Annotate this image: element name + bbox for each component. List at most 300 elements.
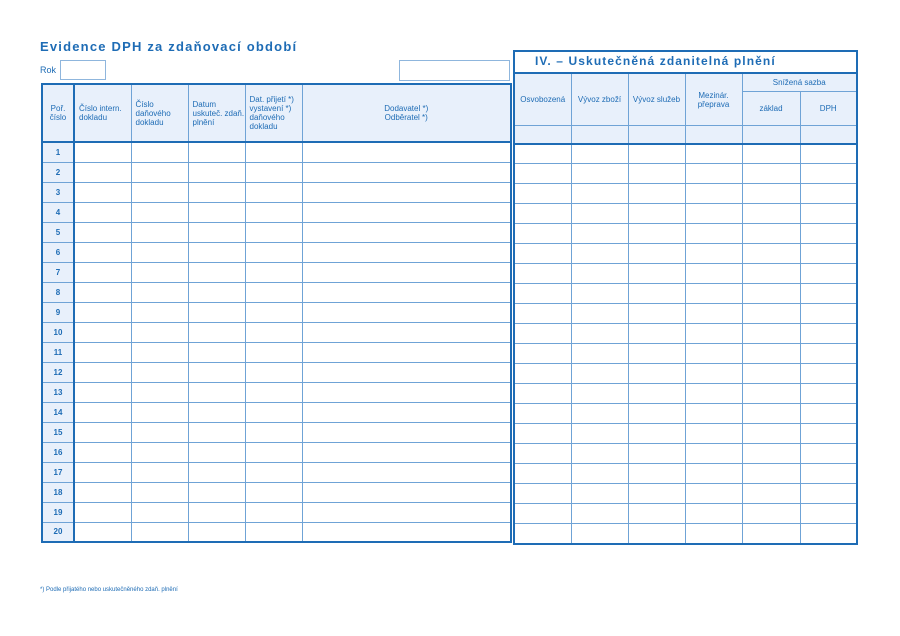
entry-cell[interactable]	[628, 324, 685, 344]
entry-cell[interactable]	[742, 524, 800, 544]
entry-cell[interactable]	[685, 284, 742, 304]
entry-cell[interactable]	[742, 464, 800, 484]
entry-cell[interactable]	[514, 484, 571, 504]
entry-cell[interactable]	[514, 424, 571, 444]
header-snizena-sazba: Snížená sazba	[742, 73, 857, 92]
entry-cell[interactable]	[514, 204, 571, 224]
entry-cell[interactable]	[628, 244, 685, 264]
entry-cell[interactable]	[742, 484, 800, 504]
entry-cell[interactable]	[302, 242, 511, 262]
entry-cell[interactable]	[514, 344, 571, 364]
entry-cell[interactable]	[188, 502, 245, 522]
entry-cell[interactable]	[685, 404, 742, 424]
entry-cell[interactable]	[188, 222, 245, 242]
entry-cell[interactable]	[131, 482, 188, 502]
entry-cell[interactable]	[742, 324, 800, 344]
entry-cell[interactable]	[245, 442, 302, 462]
entry-cell[interactable]	[685, 144, 742, 164]
entry-cell[interactable]	[571, 144, 628, 164]
table-row	[514, 404, 857, 424]
entry-cell[interactable]	[685, 324, 742, 344]
entry-cell[interactable]	[245, 462, 302, 482]
entry-cell[interactable]	[800, 384, 857, 404]
entry-cell[interactable]	[571, 304, 628, 324]
header-cislo-intern: Číslo intern. dokladu	[74, 84, 131, 142]
header-spacer-cell	[571, 126, 628, 144]
table-row	[42, 522, 511, 542]
entry-cell[interactable]	[571, 164, 628, 184]
row-number: 20	[42, 522, 74, 542]
entry-cell[interactable]	[131, 502, 188, 522]
entry-cell[interactable]	[571, 424, 628, 444]
entry-cell[interactable]	[188, 362, 245, 382]
entry-cell[interactable]	[302, 502, 511, 522]
table-row	[514, 364, 857, 384]
entry-cell[interactable]	[245, 162, 302, 182]
entry-cell[interactable]	[131, 322, 188, 342]
table-row	[514, 524, 857, 544]
entry-cell[interactable]	[514, 284, 571, 304]
entry-cell[interactable]	[74, 182, 131, 202]
entry-cell[interactable]	[302, 402, 511, 422]
entry-cell[interactable]	[302, 462, 511, 482]
entry-cell[interactable]	[742, 164, 800, 184]
entry-cell[interactable]	[74, 222, 131, 242]
entry-cell[interactable]	[685, 184, 742, 204]
entry-cell[interactable]	[302, 202, 511, 222]
entry-cell[interactable]	[628, 184, 685, 204]
entry-cell[interactable]	[571, 224, 628, 244]
table-row	[42, 382, 511, 402]
entry-cell[interactable]	[188, 242, 245, 262]
header-mezinar-preprava: Mezinár. přeprava	[685, 73, 742, 126]
table-row	[42, 182, 511, 202]
entry-cell[interactable]	[245, 322, 302, 342]
table-row	[42, 342, 511, 362]
entry-cell[interactable]	[302, 282, 511, 302]
entry-cell[interactable]	[800, 344, 857, 364]
header-zaklad: základ	[742, 92, 800, 126]
row-number: 1	[42, 142, 74, 162]
table-row	[42, 482, 511, 502]
entry-cell[interactable]	[188, 522, 245, 542]
entry-cell[interactable]	[800, 504, 857, 524]
entry-cell[interactable]	[514, 364, 571, 384]
entry-cell[interactable]	[628, 364, 685, 384]
entry-cell[interactable]	[800, 224, 857, 244]
row-number: 18	[42, 482, 74, 502]
entry-cell[interactable]	[571, 344, 628, 364]
entry-cell[interactable]	[571, 324, 628, 344]
entry-cell[interactable]	[742, 264, 800, 284]
entry-cell[interactable]	[245, 342, 302, 362]
row-number: 12	[42, 362, 74, 382]
entry-cell[interactable]	[245, 382, 302, 402]
entry-cell[interactable]	[131, 162, 188, 182]
entry-cell[interactable]	[628, 404, 685, 424]
entry-cell[interactable]	[74, 502, 131, 522]
row-number: 8	[42, 282, 74, 302]
entry-cell[interactable]	[74, 142, 131, 162]
entry-cell[interactable]	[571, 404, 628, 424]
entry-cell[interactable]	[188, 162, 245, 182]
table-row	[514, 504, 857, 524]
entry-cell[interactable]	[742, 304, 800, 324]
entry-cell[interactable]	[131, 422, 188, 442]
entry-cell[interactable]	[685, 424, 742, 444]
entry-cell[interactable]	[74, 382, 131, 402]
entry-cell[interactable]	[302, 422, 511, 442]
entry-cell[interactable]	[742, 244, 800, 264]
entry-cell[interactable]	[245, 522, 302, 542]
table-row	[514, 344, 857, 364]
entry-cell[interactable]	[245, 182, 302, 202]
entry-cell[interactable]	[188, 462, 245, 482]
entry-cell[interactable]	[800, 204, 857, 224]
entry-cell[interactable]	[685, 164, 742, 184]
entry-cell[interactable]	[74, 482, 131, 502]
entry-cell[interactable]	[742, 444, 800, 464]
entry-cell[interactable]	[74, 322, 131, 342]
row-number: 5	[42, 222, 74, 242]
entry-cell[interactable]	[685, 504, 742, 524]
entry-cell[interactable]	[74, 342, 131, 362]
entry-cell[interactable]	[800, 524, 857, 544]
header-dph: DPH	[800, 92, 857, 126]
entry-cell[interactable]	[245, 142, 302, 162]
entry-cell[interactable]	[800, 444, 857, 464]
entry-cell[interactable]	[742, 384, 800, 404]
entry-cell[interactable]	[800, 164, 857, 184]
entry-cell[interactable]	[742, 184, 800, 204]
entry-cell[interactable]	[302, 342, 511, 362]
entry-cell[interactable]	[188, 182, 245, 202]
header-dat-prijeti: Dat. přijetí *) vystavení *) daňového dokladu	[245, 84, 302, 142]
entry-cell[interactable]	[685, 444, 742, 464]
table-row	[514, 444, 857, 464]
entry-cell[interactable]	[800, 424, 857, 444]
entry-cell[interactable]	[800, 184, 857, 204]
entry-cell[interactable]	[742, 284, 800, 304]
entry-cell[interactable]	[245, 282, 302, 302]
entry-cell[interactable]	[571, 484, 628, 504]
table-row	[514, 184, 857, 204]
entry-cell[interactable]	[188, 142, 245, 162]
section-title: IV. – Uskutečněná zdanitelná plnění	[513, 50, 858, 72]
entry-cell[interactable]	[800, 144, 857, 164]
entry-cell[interactable]	[685, 364, 742, 384]
header-odberatel: Odběratel *)	[384, 113, 428, 122]
table-row	[514, 384, 857, 404]
entry-cell[interactable]	[188, 342, 245, 362]
entry-cell[interactable]	[131, 442, 188, 462]
table-row	[42, 322, 511, 342]
table-row	[42, 442, 511, 462]
entry-cell[interactable]	[571, 204, 628, 224]
entry-cell[interactable]	[685, 524, 742, 544]
entry-cell[interactable]	[188, 262, 245, 282]
entry-cell[interactable]	[188, 402, 245, 422]
entry-cell[interactable]	[800, 244, 857, 264]
entry-cell[interactable]	[74, 202, 131, 222]
entry-cell[interactable]	[742, 144, 800, 164]
table-row	[514, 144, 857, 164]
entry-cell[interactable]	[685, 484, 742, 504]
row-number: 11	[42, 342, 74, 362]
entry-cell[interactable]	[571, 524, 628, 544]
entry-cell[interactable]	[514, 184, 571, 204]
entry-cell[interactable]	[245, 222, 302, 242]
entry-cell[interactable]	[131, 302, 188, 322]
entry-cell[interactable]	[514, 304, 571, 324]
entry-cell[interactable]	[302, 322, 511, 342]
entry-cell[interactable]	[514, 464, 571, 484]
entry-cell[interactable]	[245, 242, 302, 262]
entry-cell[interactable]	[74, 522, 131, 542]
entry-cell[interactable]	[800, 464, 857, 484]
row-number: 4	[42, 202, 74, 222]
form-title: Evidence DPH za zdaňovací období	[40, 39, 298, 54]
entry-cell[interactable]	[188, 302, 245, 322]
header-vyvoz-sluzeb: Vývoz služeb	[628, 73, 685, 126]
entry-cell[interactable]	[742, 504, 800, 524]
table-row	[514, 484, 857, 504]
entry-cell[interactable]	[245, 262, 302, 282]
entry-cell[interactable]	[131, 362, 188, 382]
table-row	[514, 304, 857, 324]
entry-cell[interactable]	[302, 222, 511, 242]
entry-cell[interactable]	[742, 404, 800, 424]
entry-cell[interactable]	[302, 162, 511, 182]
entry-cell[interactable]	[74, 302, 131, 322]
table-row	[42, 302, 511, 322]
row-number: 3	[42, 182, 74, 202]
entry-cell[interactable]	[628, 164, 685, 184]
table-row	[42, 422, 511, 442]
entry-cell[interactable]	[685, 224, 742, 244]
entry-cell[interactable]	[742, 224, 800, 244]
entry-cell[interactable]	[302, 362, 511, 382]
entry-cell[interactable]	[131, 462, 188, 482]
table-row	[514, 204, 857, 224]
table-row	[42, 362, 511, 382]
entry-cell[interactable]	[685, 304, 742, 324]
entry-cell[interactable]	[131, 242, 188, 262]
entry-cell[interactable]	[685, 264, 742, 284]
entry-cell[interactable]	[302, 302, 511, 322]
period-input-box[interactable]	[399, 60, 510, 81]
header-spacer-cell	[685, 126, 742, 144]
entry-cell[interactable]	[74, 402, 131, 422]
entry-cell[interactable]	[628, 264, 685, 284]
row-number: 7	[42, 262, 74, 282]
entry-cell[interactable]	[571, 444, 628, 464]
entry-cell[interactable]	[514, 504, 571, 524]
entry-cell[interactable]	[800, 364, 857, 384]
header-dodavatel: Dodavatel *)	[384, 104, 429, 113]
entry-cell[interactable]	[628, 204, 685, 224]
entry-cell[interactable]	[74, 282, 131, 302]
entry-cell[interactable]	[302, 522, 511, 542]
entry-cell[interactable]	[245, 362, 302, 382]
header-datum: Datum uskuteč. zdaň. plnění	[188, 84, 245, 142]
entry-cell[interactable]	[514, 224, 571, 244]
row-number: 2	[42, 162, 74, 182]
table-row	[42, 282, 511, 302]
table-row	[514, 284, 857, 304]
entry-cell[interactable]	[514, 324, 571, 344]
entry-cell[interactable]	[131, 182, 188, 202]
entry-cell[interactable]	[800, 324, 857, 344]
entry-cell[interactable]	[74, 162, 131, 182]
entry-cell[interactable]	[628, 464, 685, 484]
entry-cell[interactable]	[800, 304, 857, 324]
entry-cell[interactable]	[514, 244, 571, 264]
entry-cell[interactable]	[742, 204, 800, 224]
table-row	[514, 244, 857, 264]
header-dodavatel-odberatel	[302, 84, 511, 142]
entry-cell[interactable]	[131, 222, 188, 242]
entry-cell[interactable]	[302, 382, 511, 402]
header-spacer-cell	[800, 126, 857, 144]
row-number: 9	[42, 302, 74, 322]
entry-cell[interactable]	[628, 284, 685, 304]
entry-cell[interactable]	[131, 142, 188, 162]
table-row	[514, 424, 857, 444]
entry-cell[interactable]	[131, 522, 188, 542]
entry-cell[interactable]	[628, 524, 685, 544]
entry-cell[interactable]	[131, 282, 188, 302]
entry-cell[interactable]	[245, 502, 302, 522]
table-row	[42, 202, 511, 222]
entry-cell[interactable]	[188, 322, 245, 342]
entry-cell[interactable]	[571, 384, 628, 404]
table-row	[42, 462, 511, 482]
row-number: 13	[42, 382, 74, 402]
entry-cell[interactable]	[245, 402, 302, 422]
entry-cell[interactable]	[302, 262, 511, 282]
entry-cell[interactable]	[188, 282, 245, 302]
entry-cell[interactable]	[74, 262, 131, 282]
entry-cell[interactable]	[742, 364, 800, 384]
entry-cell[interactable]	[571, 364, 628, 384]
entry-cell[interactable]	[74, 242, 131, 262]
entry-cell[interactable]	[74, 442, 131, 462]
entry-cell[interactable]	[74, 422, 131, 442]
entry-cell[interactable]	[302, 442, 511, 462]
entry-cell[interactable]	[628, 484, 685, 504]
entry-cell[interactable]	[514, 524, 571, 544]
entry-cell[interactable]	[74, 462, 131, 482]
header-vyvoz-zbozi: Vývoz zboží	[571, 73, 628, 126]
entry-cell[interactable]	[302, 482, 511, 502]
table-row	[514, 164, 857, 184]
entry-cell[interactable]	[571, 284, 628, 304]
entry-cell[interactable]	[571, 504, 628, 524]
entry-cell[interactable]	[131, 262, 188, 282]
entry-cell[interactable]	[514, 384, 571, 404]
entry-cell[interactable]	[628, 444, 685, 464]
header-spacer-cell	[628, 126, 685, 144]
entry-cell[interactable]	[131, 382, 188, 402]
entry-cell[interactable]	[628, 424, 685, 444]
entry-cell[interactable]	[685, 244, 742, 264]
entry-cell[interactable]	[245, 482, 302, 502]
row-number: 16	[42, 442, 74, 462]
entry-cell[interactable]	[571, 464, 628, 484]
entry-cell[interactable]	[514, 164, 571, 184]
header-cislo-danoveho: Číslo daňového dokladu	[131, 84, 188, 142]
entry-cell[interactable]	[131, 402, 188, 422]
entry-cell[interactable]	[514, 144, 571, 164]
entry-cell[interactable]	[628, 504, 685, 524]
header-spacer-cell	[742, 126, 800, 144]
entry-cell[interactable]	[302, 142, 511, 162]
row-number: 14	[42, 402, 74, 422]
entry-cell[interactable]	[800, 264, 857, 284]
entry-cell[interactable]	[131, 202, 188, 222]
entry-cell[interactable]	[514, 404, 571, 424]
entry-cell[interactable]	[685, 464, 742, 484]
table-row	[42, 402, 511, 422]
row-number: 19	[42, 502, 74, 522]
entry-cell[interactable]	[800, 284, 857, 304]
entry-cell[interactable]	[628, 224, 685, 244]
entry-cell[interactable]	[742, 424, 800, 444]
entry-cell[interactable]	[514, 264, 571, 284]
rok-label: Rok	[40, 65, 57, 75]
entry-cell[interactable]	[131, 342, 188, 362]
entry-cell[interactable]	[800, 484, 857, 504]
entry-cell[interactable]	[571, 264, 628, 284]
entry-cell[interactable]	[74, 362, 131, 382]
entry-cell[interactable]	[188, 202, 245, 222]
table-row	[514, 324, 857, 344]
entry-cell[interactable]	[188, 382, 245, 402]
table-row	[42, 502, 511, 522]
entry-cell[interactable]	[245, 302, 302, 322]
table-row	[42, 242, 511, 262]
entry-cell[interactable]	[514, 444, 571, 464]
header-spacer-cell	[514, 126, 571, 144]
table-row	[514, 464, 857, 484]
entry-cell[interactable]	[571, 184, 628, 204]
entry-cell[interactable]	[245, 202, 302, 222]
entry-cell[interactable]	[685, 384, 742, 404]
entry-cell[interactable]	[628, 384, 685, 404]
entry-cell[interactable]	[628, 144, 685, 164]
entry-cell[interactable]	[685, 344, 742, 364]
row-number: 15	[42, 422, 74, 442]
entry-cell[interactable]	[245, 422, 302, 442]
entry-cell[interactable]	[628, 344, 685, 364]
entry-cell[interactable]	[302, 182, 511, 202]
entry-cell[interactable]	[188, 442, 245, 462]
row-number: 10	[42, 322, 74, 342]
entry-cell[interactable]	[571, 244, 628, 264]
rok-input-box[interactable]	[60, 60, 106, 80]
table-row	[514, 224, 857, 244]
entry-cell[interactable]	[685, 204, 742, 224]
footnote: *) Podle přijatého nebo uskutečněného zdaň. plnění	[40, 587, 178, 593]
entry-cell[interactable]	[800, 404, 857, 424]
entry-cell[interactable]	[628, 304, 685, 324]
right-ledger-table	[513, 72, 858, 545]
entry-cell[interactable]	[188, 422, 245, 442]
entry-cell[interactable]	[188, 482, 245, 502]
entry-cell[interactable]	[742, 344, 800, 364]
header-osvobozena: Osvobozená	[514, 73, 571, 126]
